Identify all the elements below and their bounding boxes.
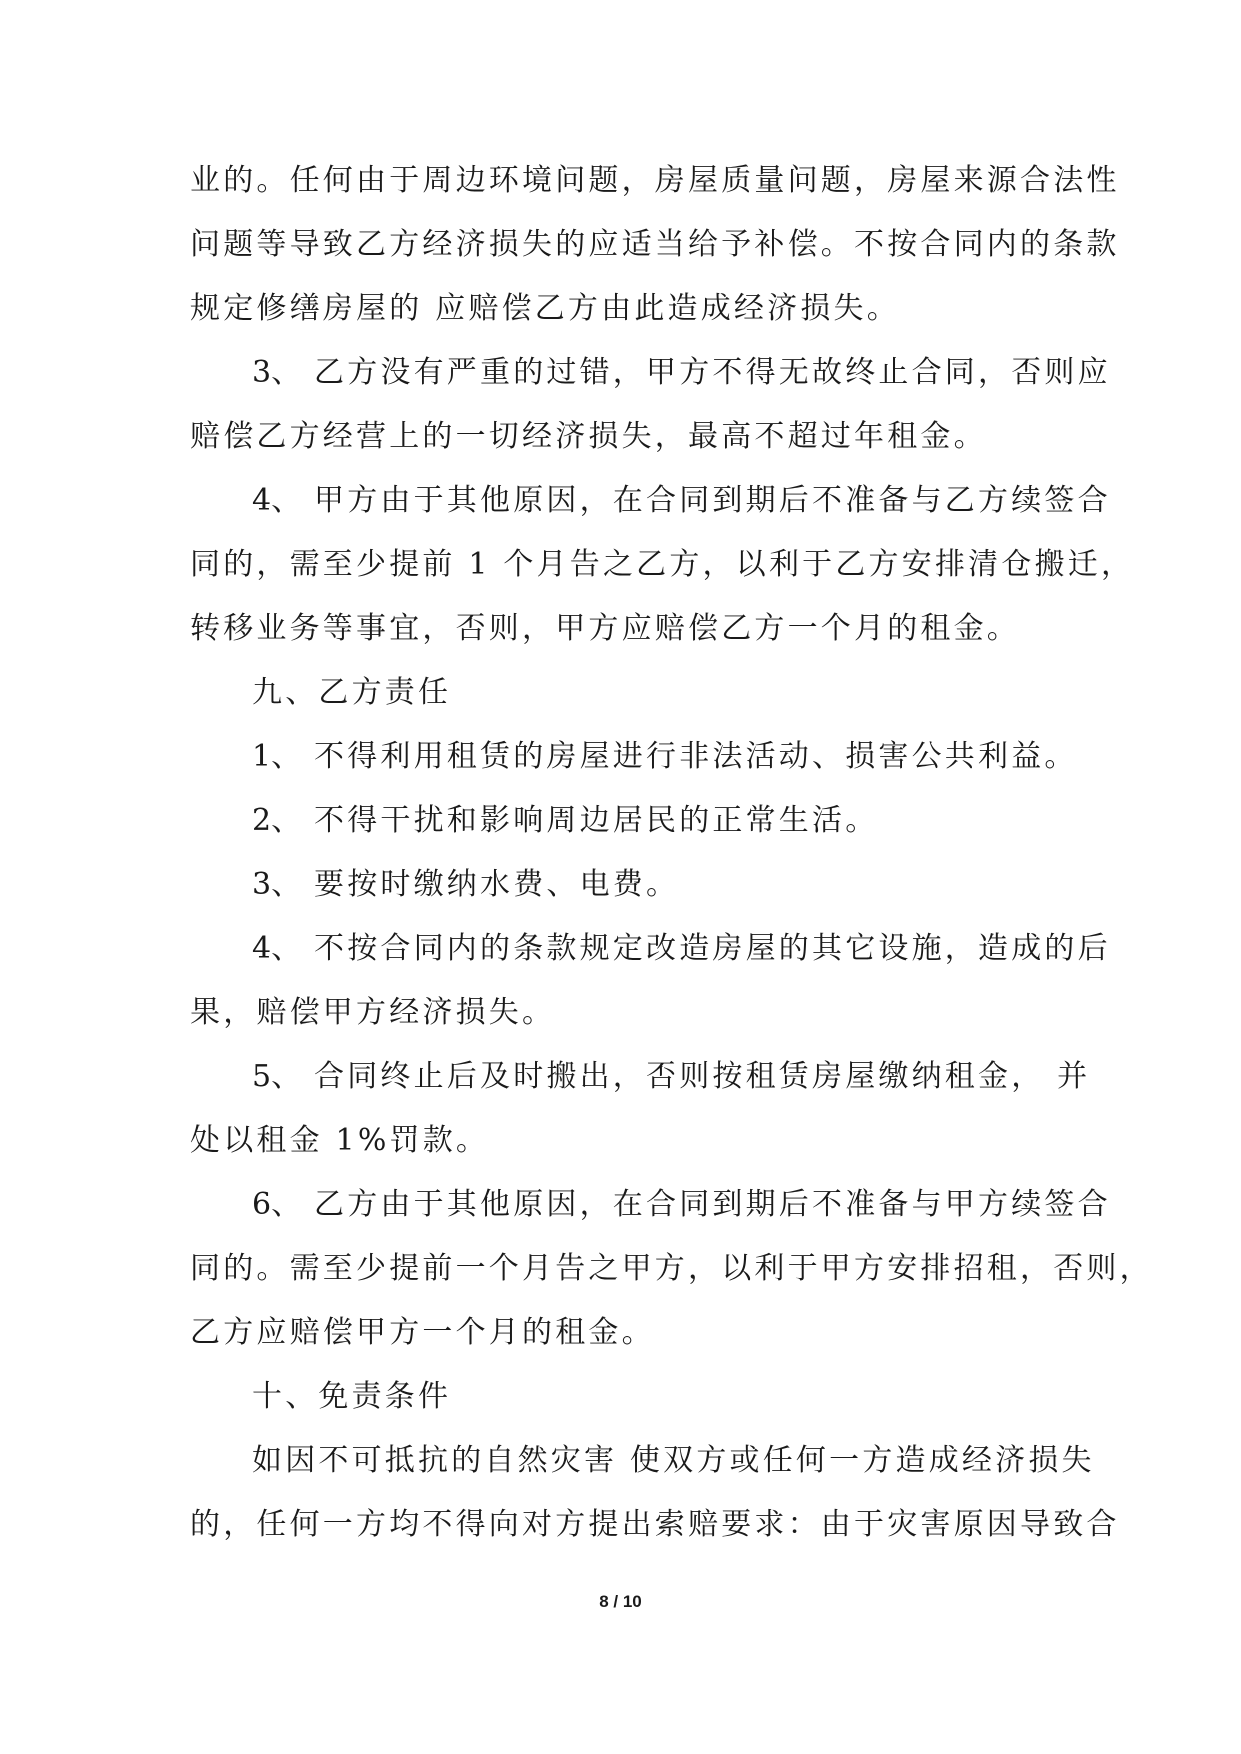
clause-number: 5、 [252,1059,302,1094]
text-line [190,352,1111,416]
text-line [190,1184,1111,1248]
text-line [190,608,1050,672]
text-line [190,1376,1050,1440]
line-text: 乙方由于其他原因，在合同到期后不准备与甲方续签合 [314,1187,1111,1222]
line-text: 问题等导致乙方经济损失的应适当给予补偿。不按合同内的条款 [190,227,1120,262]
text-line [190,544,1135,608]
text-line [190,800,1050,864]
clause-number: 2、 [252,803,302,838]
line-text: 不得干扰和影响周边居民的正常生活。 [314,803,879,838]
document-body [190,160,1153,1568]
text-line [190,928,1111,992]
line-text: 转移业务等事宜，否则，甲方应赔偿乙方一个月的租金。 [190,611,1020,646]
clause-number: 4、 [252,931,302,966]
text-line [190,480,1111,544]
text-line [190,736,1078,800]
clause-number: 6、 [252,1187,302,1222]
text-line [190,288,1050,352]
clause-number: 3、 [252,867,302,902]
text-line [190,672,1050,736]
line-text: 要按时缴纳水费、电费。 [314,867,680,902]
clause-number: 3、 [252,355,302,390]
line-text: 如因不可抵抗的自然灾害 使双方或任何一方造成经济损失 [252,1443,1095,1478]
line-text: 果，赔偿甲方经济损失。 [190,995,556,1030]
line-text: 九、乙方责任 [252,675,452,710]
text-line [190,1056,1091,1120]
line-text: 同的。需至少提前一个月告之甲方，以利于甲方安排招租，否则， [190,1251,1153,1286]
line-text: 不按合同内的条款规定改造房屋的其它设施，造成的后 [314,931,1111,966]
text-line [190,1248,1153,1312]
clause-number: 1、 [252,739,302,774]
clause-number: 4、 [252,483,302,518]
page-number: 8 / 10 [599,1592,642,1611]
line-text: 处以租金 1%罚款。 [190,1123,490,1158]
text-line [190,224,1120,288]
text-line [190,1312,1050,1376]
line-text: 不得利用租赁的房屋进行非法活动、损害公共利益。 [314,739,1078,774]
line-text: 十、免责条件 [252,1379,452,1414]
text-line [190,160,1120,224]
line-text: 同的，需至少提前 1 个月告之乙方，以利于乙方安排清仓搬迁， [190,547,1135,582]
line-text: 赔偿乙方经营上的一切经济损失，最高不超过年租金。 [190,419,987,454]
line-text: 合同终止后及时搬出，否则按租赁房屋缴纳租金， 并 [314,1059,1091,1094]
text-line [190,1120,1050,1184]
text-line [190,416,1050,480]
text-line [190,992,1050,1056]
line-text: 的，任何一方均不得向对方提出索赔要求：由于灾害原因导致合 [190,1507,1120,1542]
line-text: 规定修缮房屋的 应赔偿乙方由此造成经济损失。 [190,291,900,326]
text-line [190,864,1050,928]
line-text: 甲方由于其他原因，在合同到期后不准备与乙方续签合 [314,483,1111,518]
line-text: 业的。任何由于周边环境问题，房屋质量问题，房屋来源合法性 [190,163,1120,198]
text-line [190,1440,1095,1504]
line-text: 乙方应赔偿甲方一个月的租金。 [190,1315,655,1350]
line-text: 乙方没有严重的过错，甲方不得无故终止合同，否则应 [314,355,1111,390]
text-line [190,1504,1120,1568]
